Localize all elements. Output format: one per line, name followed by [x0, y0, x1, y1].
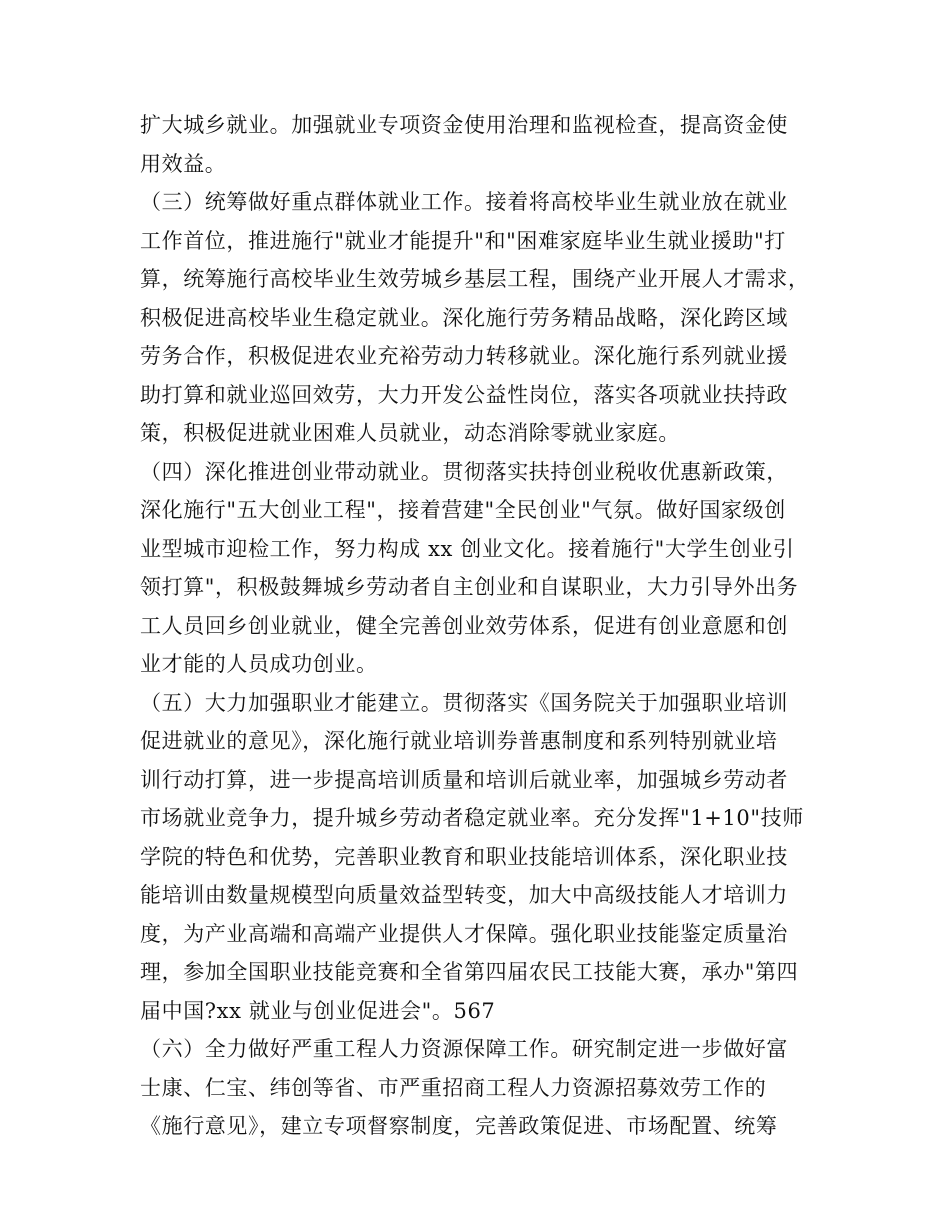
text-line: 能培训由数量规模型向质量效益型转变，加大中高级技能人才培训力 — [140, 883, 788, 907]
text-line: 扩大城乡就业。加强就业专项资金使用治理和监视检查，提高资金使 — [140, 113, 788, 137]
text-line: 学院的特色和优势，完善职业教育和职业技能培训体系，深化职业技 — [140, 844, 788, 869]
text-line: 士康、仁宝、纬创等省、市严重招商工程人力资源招募效劳工作的 — [140, 1075, 767, 1100]
body-text — [140, 106, 830, 1146]
text-line: 劳务合作，积极促进农业充裕劳动力转移就业。深化施行系列就业援 — [140, 344, 788, 368]
text-line: 促进就业的意见》，深化施行就业培训券普惠制度和系列特别就业培 — [140, 729, 778, 753]
text-line: 《施行意见》，建立专项督察制度，完善政策促进、市场配置、统筹 — [140, 1114, 778, 1138]
text-line: 算，统筹施行高校毕业生效劳城乡基层工程，围绕产业开展人才需求， — [140, 267, 810, 291]
text-line: （六）全力做好严重工程人力资源保障工作。研究制定进一步做好富 — [140, 1037, 788, 1061]
text-line: 策，积极促进就业困难人员就业，动态消除零就业家庭。 — [140, 421, 680, 445]
text-line: 理，参加全国职业技能竞赛和全省第四届农民工技能大赛，承办"第四 — [140, 960, 799, 984]
text-line: 工作首位，推进施行"就业才能提升"和"困难家庭毕业生就业援助"打 — [140, 228, 786, 253]
text-line: 训行动打算，进一步提高培训质量和培训后就业率，加强城乡劳动者 — [140, 767, 788, 792]
text-line: （五）大力加强职业才能建立。贯彻落实《国务院关于加强职业培训 — [140, 690, 788, 715]
text-line: 工人员回乡创业就业，健全完善创业效劳体系，促进有创业意愿和创 — [140, 613, 788, 638]
text-line: 用效益。 — [140, 151, 227, 176]
text-line: 业才能的人员成功创业。 — [140, 652, 378, 676]
text-line: 领打算"，积极鼓舞城乡劳动者自主创业和自谋职业，大力引导外出务 — [140, 575, 799, 599]
text-line: （四）深化推进创业带动就业。贯彻落实扶持创业税收优惠新政策， — [140, 459, 788, 484]
text-line: 积极促进高校毕业生稳定就业。深化施行劳务精品战略，深化跨区域 — [140, 305, 788, 330]
text-line: 业型城市迎检工作，努力构成 xx 创业文化。接着施行"大学生创业引 — [140, 536, 795, 561]
text-line: 度，为产业高端和高端产业提供人才保障。强化职业技能鉴定质量治 — [140, 921, 788, 946]
text-line: 届中国?xx 就业与创业促进会"。567 — [140, 998, 496, 1023]
text-line: 助打算和就业巡回效劳，大力开发公益性岗位，落实各项就业扶持政 — [140, 382, 788, 407]
text-line: （三）统筹做好重点群体就业工作。接着将高校毕业生就业放在就业 — [140, 190, 788, 214]
text-line: 市场就业竞争力，提升城乡劳动者稳定就业率。充分发挥"1+10"技师 — [140, 806, 804, 830]
text-line: 深化施行"五大创业工程"，接着营建"全民创业"气氛。做好国家级创 — [140, 498, 786, 522]
